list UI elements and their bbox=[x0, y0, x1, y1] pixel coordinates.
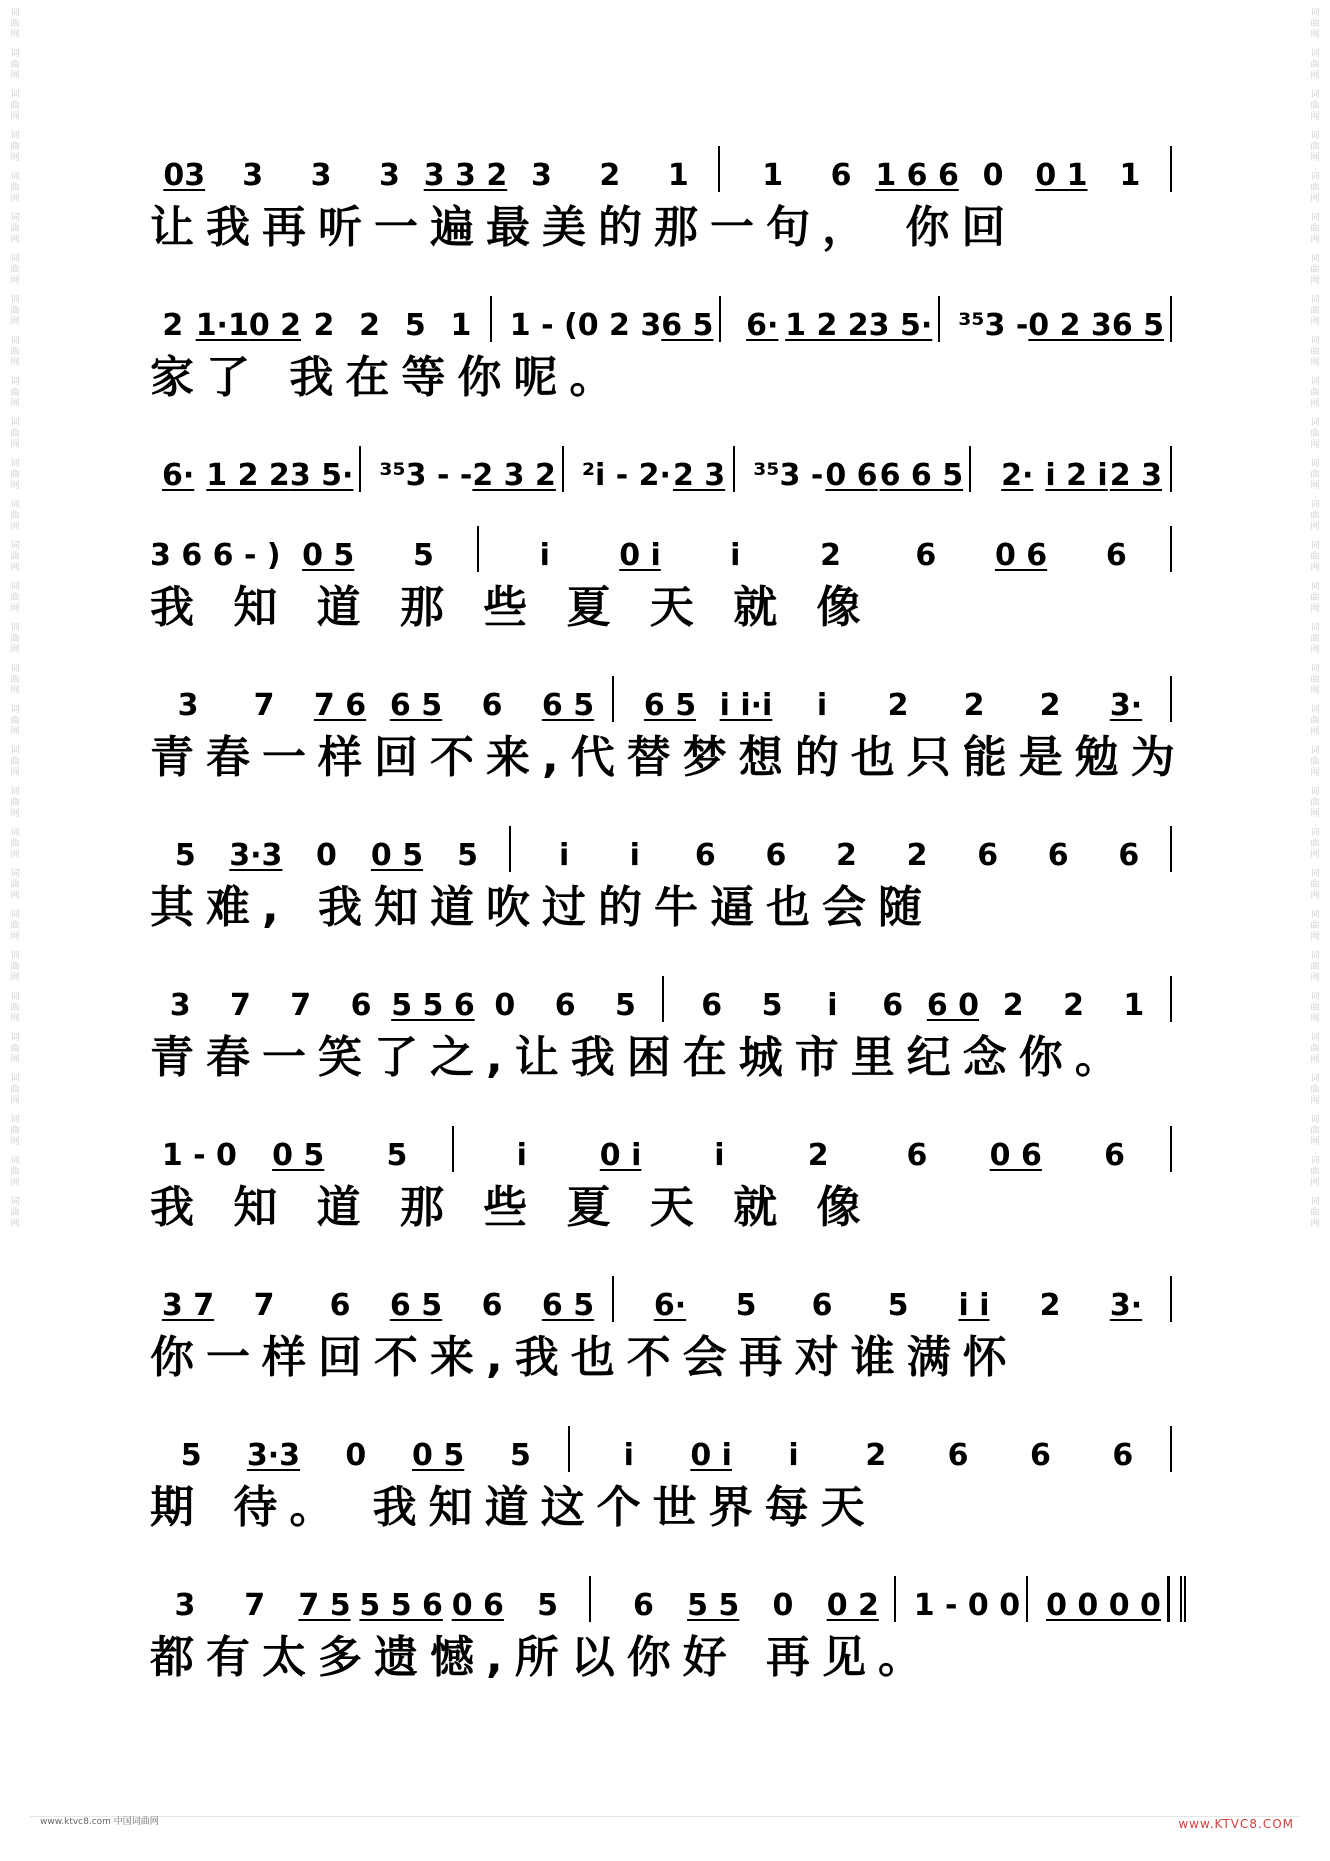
lyrics-line: 家了 我在等你呢。 bbox=[150, 352, 626, 403]
note-group: i bbox=[623, 1438, 634, 1473]
barline bbox=[568, 1426, 584, 1472]
notation-line bbox=[150, 290, 1190, 346]
note-group: i bbox=[559, 838, 570, 873]
watermark-glyphs: 词 曲 网 bbox=[1310, 1033, 1320, 1065]
note-group: 0 0 0 0 bbox=[1046, 1588, 1161, 1623]
note-group: 2 bbox=[865, 1438, 887, 1473]
note-group: 2 bbox=[359, 308, 381, 343]
watermark-glyphs: 词 曲 网 bbox=[1310, 459, 1320, 491]
notation-line bbox=[150, 820, 1190, 876]
note-group: 2 bbox=[807, 1138, 829, 1173]
note-group: 0 bbox=[982, 158, 1004, 193]
note-group: i bbox=[629, 838, 640, 873]
note-group: 3·3 bbox=[246, 1438, 301, 1473]
note-group: i bbox=[816, 688, 828, 723]
note-group: 0 2 bbox=[826, 1588, 879, 1623]
note-group: i bbox=[516, 1138, 527, 1173]
lyrics-line: 我 知 道 那 些 夏 天 就 像 bbox=[150, 1182, 873, 1233]
notation-line bbox=[150, 520, 1190, 576]
watermark-glyphs: 词 曲 网 bbox=[1310, 254, 1320, 286]
watermark-glyphs: 词 曲 网 bbox=[10, 377, 20, 409]
note-group: 1 bbox=[450, 308, 472, 343]
watermark-glyphs: 词 曲 网 bbox=[10, 910, 20, 942]
barline bbox=[1170, 146, 1186, 192]
note-group: 5 5 6 bbox=[391, 988, 475, 1023]
watermark-glyphs: 词 曲 网 bbox=[10, 664, 20, 696]
barline bbox=[1170, 976, 1186, 1022]
note-group: 7 6 bbox=[313, 688, 367, 723]
score-system bbox=[150, 1420, 1190, 1570]
note-group: i i bbox=[958, 1288, 990, 1323]
notation-line bbox=[150, 670, 1190, 726]
barline bbox=[718, 146, 734, 192]
note-group: 0 5 bbox=[370, 838, 424, 873]
note-group: 0 5 bbox=[302, 538, 355, 573]
watermark-glyphs: 词 曲 网 bbox=[10, 582, 20, 614]
note-group: 3 bbox=[169, 988, 191, 1023]
lyrics-line: 我 知 道 那 些 夏 天 就 像 bbox=[150, 582, 873, 633]
watermark-glyphs: 词 曲 网 bbox=[1310, 787, 1320, 819]
watermark-glyphs: 词 曲 网 bbox=[10, 1033, 20, 1065]
notation-line bbox=[150, 140, 1190, 196]
note-group: 6 5 bbox=[661, 308, 714, 343]
watermark-glyphs: 词 曲 网 bbox=[1310, 869, 1320, 901]
note-group: 1 bbox=[667, 158, 689, 193]
watermark-glyphs: 词 曲 网 bbox=[1310, 951, 1320, 983]
watermark-glyphs: 词 曲 网 bbox=[10, 869, 20, 901]
lyrics-line: 青春一笑了之,让我困在城市里纪念你。 bbox=[150, 1032, 1131, 1083]
note-group: 3·3 bbox=[229, 838, 283, 873]
note-group: 2 bbox=[1039, 688, 1061, 723]
note-group: 6 0 bbox=[926, 988, 980, 1023]
watermark-glyphs: 词 曲 网 bbox=[1310, 418, 1320, 450]
note-group: 6 5 bbox=[643, 688, 697, 723]
note-group: 1 2 2 bbox=[206, 458, 290, 493]
watermark-glyphs: 词 曲 网 bbox=[1310, 1156, 1320, 1188]
note-group: i bbox=[730, 538, 741, 573]
note-group: 1 - 0 bbox=[161, 1138, 237, 1173]
watermark-glyphs: 词 曲 网 bbox=[1310, 746, 1320, 778]
note-group: 0 5 bbox=[412, 1438, 465, 1473]
note-group: 6 bbox=[632, 1588, 654, 1623]
note-group: 6 bbox=[1030, 1438, 1051, 1473]
note-group: 6· bbox=[653, 1288, 687, 1323]
note-group: 5 bbox=[537, 1588, 559, 1623]
watermark-glyphs: 词 曲 网 bbox=[10, 623, 20, 655]
watermark-glyphs: 词 曲 网 bbox=[10, 254, 20, 286]
sheet-music-score bbox=[150, 140, 1190, 1720]
watermark-glyphs: 词 曲 网 bbox=[1310, 541, 1320, 573]
note-group: 6 bbox=[830, 158, 852, 193]
barline bbox=[562, 446, 578, 492]
note-group: i bbox=[788, 1438, 799, 1473]
note-group: i i·i bbox=[719, 688, 773, 723]
note-group: i bbox=[539, 538, 550, 573]
note-group: 3 3 2 bbox=[423, 158, 508, 193]
watermark-glyphs: 词 曲 网 bbox=[1310, 664, 1320, 696]
lyrics-line: 让我再听一遍最美的那一句， 你回 bbox=[150, 202, 1018, 253]
note-group: 2 3 bbox=[672, 458, 726, 493]
barline bbox=[733, 446, 749, 492]
note-group: 3 5· bbox=[868, 308, 933, 343]
instrumental-line bbox=[150, 440, 1190, 520]
note-group: 5 bbox=[457, 838, 479, 873]
watermark-glyphs: 词 曲 网 bbox=[10, 90, 20, 122]
watermark-glyphs: 词 曲 网 bbox=[1310, 1197, 1320, 1229]
notation-line bbox=[150, 1270, 1190, 1326]
note-group: 6 bbox=[481, 688, 503, 723]
score-system bbox=[150, 520, 1190, 670]
watermark-glyphs: 词 曲 网 bbox=[10, 1115, 20, 1147]
barline bbox=[969, 446, 985, 492]
note-group: 6 bbox=[915, 538, 937, 573]
note-group: 2 bbox=[1063, 988, 1084, 1023]
watermark-glyphs: 词 曲 网 bbox=[10, 213, 20, 245]
note-group: 6 bbox=[1112, 1438, 1134, 1473]
barline bbox=[938, 296, 954, 342]
watermark-glyphs: 词 曲 网 bbox=[10, 131, 20, 163]
watermark-glyphs: 词 曲 网 bbox=[1310, 992, 1320, 1024]
barline bbox=[719, 296, 735, 342]
note-group: i 2 i bbox=[1045, 458, 1108, 493]
note-group: 0 5 bbox=[272, 1138, 325, 1173]
note-group: 6 bbox=[481, 1288, 503, 1323]
note-group: 6 bbox=[554, 988, 576, 1023]
score-system bbox=[150, 820, 1190, 970]
note-group: 0 i bbox=[619, 538, 661, 573]
note-group: 5 bbox=[735, 1288, 757, 1323]
watermark-glyphs: 词 曲 网 bbox=[10, 172, 20, 204]
note-group: 0 6 bbox=[994, 538, 1048, 573]
note-group: 3· bbox=[1109, 688, 1143, 723]
note-group: 6 bbox=[694, 838, 716, 873]
note-group: 6 bbox=[765, 838, 787, 873]
note-group: 03 bbox=[163, 158, 206, 193]
note-group: 3 6 6 - ) bbox=[150, 538, 281, 573]
note-group: 6 bbox=[329, 1288, 351, 1323]
note-group: 5 bbox=[404, 308, 426, 343]
note-group: 6 6 5 bbox=[879, 458, 964, 493]
watermark-glyphs: 词 曲 网 bbox=[1310, 213, 1320, 245]
note-group: ²i - 2· bbox=[581, 458, 671, 493]
watermark-glyphs: 词 曲 网 bbox=[10, 541, 20, 573]
watermark-glyphs: 词 曲 网 bbox=[10, 1156, 20, 1188]
barline bbox=[1170, 1126, 1186, 1172]
note-group: 6 bbox=[977, 838, 999, 873]
score-system bbox=[150, 1270, 1190, 1420]
barline bbox=[894, 1576, 910, 1622]
footer-divider bbox=[30, 1816, 1300, 1817]
score-system bbox=[150, 290, 1190, 440]
note-group: 0 6 bbox=[989, 1138, 1042, 1173]
note-group: 5 5 bbox=[687, 1588, 740, 1623]
note-group: 5 bbox=[510, 1438, 531, 1473]
note-group: 5 bbox=[615, 988, 636, 1023]
watermark-glyphs: 词 曲 网 bbox=[10, 49, 20, 81]
note-group: 3 bbox=[310, 158, 332, 193]
note-group: 6 bbox=[947, 1438, 969, 1473]
watermark-strip-left bbox=[4, 0, 26, 1861]
notation-line bbox=[150, 440, 1190, 496]
lyrics-line: 其难, 我知道吹过的牛逼也会随 bbox=[150, 882, 935, 933]
note-group: 2 3 bbox=[1109, 458, 1162, 493]
note-group: 6· bbox=[162, 458, 195, 493]
score-system bbox=[150, 1120, 1190, 1270]
note-group: 3· bbox=[1109, 1288, 1143, 1323]
note-group: 1 2 2 bbox=[785, 308, 869, 343]
watermark-glyphs: 词 曲 网 bbox=[10, 1074, 20, 1106]
watermark-glyphs: 词 曲 网 bbox=[1310, 8, 1320, 40]
note-group: 2 bbox=[906, 838, 928, 873]
barline bbox=[1170, 526, 1186, 572]
note-group: 1 bbox=[1119, 158, 1141, 193]
note-group: 6 bbox=[1118, 838, 1140, 873]
note-group: 6 5 bbox=[389, 1288, 443, 1323]
note-group: 7 bbox=[244, 1588, 266, 1623]
watermark-glyphs: 词 曲 网 bbox=[1310, 623, 1320, 655]
note-group: 3 bbox=[174, 1588, 196, 1623]
note-group: 1·1 bbox=[195, 308, 249, 343]
note-group: 2· bbox=[1001, 458, 1034, 493]
watermark-glyphs: 词 曲 网 bbox=[10, 1197, 20, 1229]
notation-line bbox=[150, 1120, 1190, 1176]
watermark-glyphs: 词 曲 网 bbox=[10, 459, 20, 491]
note-group: 6 bbox=[701, 988, 723, 1023]
note-group: 1 - (0 2 3 bbox=[509, 308, 662, 343]
note-group: 2 bbox=[836, 838, 857, 873]
watermark-glyphs: 词 曲 网 bbox=[1310, 336, 1320, 368]
barline bbox=[1170, 1426, 1186, 1472]
score-system bbox=[150, 970, 1190, 1120]
note-group: 5 bbox=[887, 1288, 909, 1323]
notation-line bbox=[150, 1420, 1190, 1476]
note-group: 1 bbox=[1123, 988, 1145, 1023]
note-group: ³⁵3 - bbox=[753, 458, 824, 493]
barline bbox=[1170, 1276, 1186, 1322]
score-system bbox=[150, 140, 1190, 290]
note-group: i bbox=[827, 988, 838, 1023]
note-group: 6 5 bbox=[541, 1288, 595, 1323]
watermark-glyphs: 词 曲 网 bbox=[1310, 910, 1320, 942]
watermark-glyphs: 词 曲 网 bbox=[10, 787, 20, 819]
note-group: 7 bbox=[290, 988, 312, 1023]
note-group: 7 bbox=[253, 1288, 275, 1323]
note-group: 5 bbox=[386, 1138, 408, 1173]
watermark-glyphs: 词 曲 网 bbox=[1310, 131, 1320, 163]
watermark-strip-right bbox=[1304, 0, 1326, 1861]
note-group: 5 bbox=[180, 1438, 202, 1473]
lyrics-line: 青春一样回不来,代替梦想的也只能是勉为 bbox=[150, 732, 1187, 783]
barline bbox=[359, 446, 375, 492]
watermark-glyphs: 词 曲 网 bbox=[10, 992, 20, 1024]
note-group: 5 bbox=[413, 538, 434, 573]
note-group: 7 bbox=[230, 988, 251, 1023]
watermark-glyphs: 词 曲 网 bbox=[10, 705, 20, 737]
watermark-glyphs: 词 曲 网 bbox=[10, 746, 20, 778]
note-group: 5 bbox=[174, 838, 196, 873]
footer-site-text: www.ktvc8.com 中国词曲网 bbox=[40, 1817, 159, 1827]
watermark-glyphs: 词 曲 网 bbox=[10, 951, 20, 983]
note-group: 0 bbox=[316, 838, 337, 873]
watermark-glyphs: 词 曲 网 bbox=[1310, 500, 1320, 532]
score-system bbox=[150, 670, 1190, 820]
barline bbox=[1026, 1576, 1042, 1622]
note-group: ³⁵3 - - bbox=[379, 458, 473, 493]
note-group: 2 bbox=[887, 688, 909, 723]
note-group: 0 bbox=[345, 1438, 367, 1473]
lyrics-line: 期 待。 我知道这个世界每天 bbox=[150, 1482, 877, 1533]
note-group: 1 bbox=[762, 158, 784, 193]
watermark-glyphs: 词 曲 网 bbox=[10, 295, 20, 327]
barline bbox=[1170, 446, 1186, 492]
note-group: 6 5 bbox=[389, 688, 443, 723]
barline bbox=[452, 1126, 468, 1172]
note-group: 2 bbox=[162, 308, 184, 343]
note-group: 0 1 bbox=[1035, 158, 1088, 193]
note-group: 0 6 bbox=[825, 458, 878, 493]
note-group: 1 - 0 0 bbox=[913, 1588, 1021, 1623]
note-group: 5 bbox=[761, 988, 783, 1023]
watermark-glyphs: 词 曲 网 bbox=[10, 828, 20, 860]
note-group: 0 bbox=[494, 988, 516, 1023]
lyrics-line: 你一样回不来,我也不会再对谁满怀 bbox=[150, 1332, 1019, 1383]
note-group: 2 bbox=[1039, 1288, 1061, 1323]
note-group: 6 bbox=[882, 988, 904, 1023]
watermark-glyphs: 词 曲 网 bbox=[1310, 295, 1320, 327]
watermark-glyphs: 词 曲 网 bbox=[1310, 1115, 1320, 1147]
note-group: 6 bbox=[906, 1138, 928, 1173]
watermark-glyphs: 词 曲 网 bbox=[1310, 582, 1320, 614]
note-group: 7 5 bbox=[298, 1588, 351, 1623]
note-group: 6 bbox=[1104, 1138, 1125, 1173]
note-group: i bbox=[714, 1138, 725, 1173]
note-group: 0 bbox=[772, 1588, 794, 1623]
final-barline bbox=[1167, 1576, 1186, 1622]
note-group: 6 5 bbox=[1111, 308, 1165, 343]
barline bbox=[662, 976, 678, 1022]
watermark-glyphs: 词 曲 网 bbox=[10, 8, 20, 40]
note-group: 6 bbox=[1105, 538, 1127, 573]
note-group: 3 bbox=[242, 158, 264, 193]
note-group: 0 i bbox=[599, 1138, 642, 1173]
note-group: 2 bbox=[963, 688, 985, 723]
barline bbox=[1170, 296, 1186, 342]
note-group: 1 6 6 bbox=[875, 158, 959, 193]
watermark-glyphs: 词 曲 网 bbox=[1310, 49, 1320, 81]
note-group: 6 bbox=[1047, 838, 1069, 873]
note-group: 5 5 6 bbox=[359, 1588, 443, 1623]
note-group: 0 i bbox=[690, 1438, 732, 1473]
watermark-glyphs: 词 曲 网 bbox=[10, 418, 20, 450]
notation-line bbox=[150, 1570, 1190, 1626]
barline bbox=[509, 826, 525, 872]
note-group: 3 bbox=[177, 688, 199, 723]
note-group: 3 bbox=[379, 158, 400, 193]
barline bbox=[612, 1276, 628, 1322]
watermark-glyphs: 词 曲 网 bbox=[1310, 705, 1320, 737]
note-group: 7 bbox=[253, 688, 275, 723]
footer-site-url: www.KTVC8.COM bbox=[1178, 1817, 1294, 1831]
note-group: 2 bbox=[1002, 988, 1024, 1023]
note-group: 6 bbox=[811, 1288, 833, 1323]
note-group: 3 7 bbox=[161, 1288, 215, 1323]
barline bbox=[612, 676, 628, 722]
note-group: 6 5 bbox=[541, 688, 595, 723]
watermark-glyphs: 词 曲 网 bbox=[1310, 1074, 1320, 1106]
note-group: 6 bbox=[350, 988, 372, 1023]
barline bbox=[1170, 676, 1186, 722]
note-group: 0 2 bbox=[248, 308, 302, 343]
score-system bbox=[150, 1570, 1190, 1720]
note-group: 2 bbox=[313, 308, 335, 343]
watermark-glyphs: 词 曲 网 bbox=[10, 336, 20, 368]
barline bbox=[490, 296, 506, 342]
watermark-glyphs: 词 曲 网 bbox=[1310, 90, 1320, 122]
note-group: 2 3 2 bbox=[472, 458, 556, 493]
note-group: 3 bbox=[530, 158, 552, 193]
note-group: 6· bbox=[746, 308, 779, 343]
note-group: 3 5· bbox=[289, 458, 354, 493]
note-group: 2 bbox=[820, 538, 841, 573]
note-group: 0 2 3 bbox=[1028, 308, 1112, 343]
barline bbox=[1170, 826, 1186, 872]
notation-line bbox=[150, 970, 1190, 1026]
lyrics-line: 都有太多遗憾,所以你好 再见。 bbox=[150, 1632, 935, 1683]
watermark-glyphs: 词 曲 网 bbox=[1310, 172, 1320, 204]
barline bbox=[477, 526, 493, 572]
watermark-glyphs: 词 曲 网 bbox=[10, 500, 20, 532]
barline bbox=[589, 1576, 605, 1622]
watermark-glyphs: 词 曲 网 bbox=[1310, 828, 1320, 860]
note-group: ³⁵3 - bbox=[958, 308, 1029, 343]
note-group: 0 6 bbox=[451, 1588, 504, 1623]
note-group: 2 bbox=[599, 158, 621, 193]
watermark-glyphs: 词 曲 网 bbox=[1310, 377, 1320, 409]
